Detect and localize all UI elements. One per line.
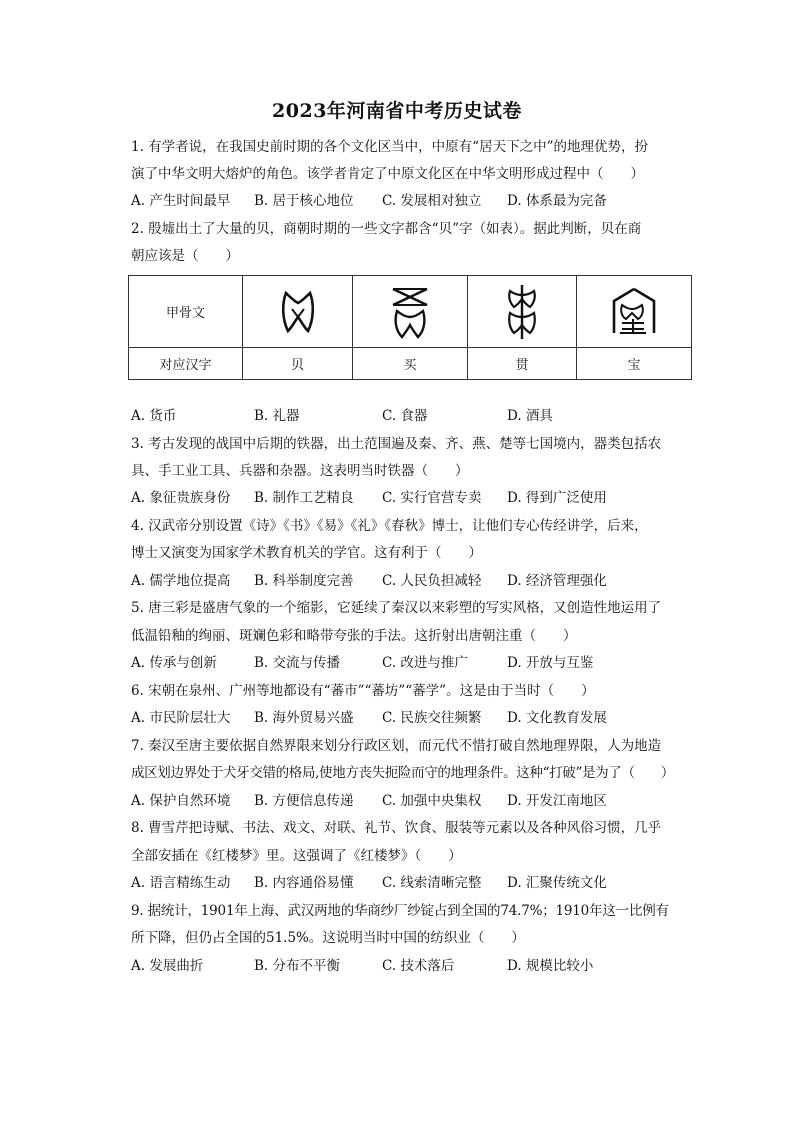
question-7-options [131, 792, 696, 810]
question-8-line-2: 全部安插在《红楼梦》里。这强调了《红楼梦》（ ） [131, 848, 462, 864]
option-d[interactable]: D. 酒具 [507, 408, 553, 424]
option-b[interactable]: B. 科举制度完善 [254, 573, 354, 589]
question-6-options [131, 709, 696, 727]
question-3-line-2: 具、手工业工具、兵器和杂器。这表明当时铁器（ ） [131, 463, 469, 479]
option-c[interactable]: C. 加强中央集权 [382, 793, 482, 809]
option-c[interactable]: C. 民族交往频繁 [382, 710, 482, 726]
question-5-line-1: 5. 唐三彩是盛唐气象的一个缩影，它延续了秦汉以来彩塑的写实风格，又创造性地运用了 [131, 600, 662, 616]
modern-char-row [129, 348, 692, 380]
question-7-line-2: 成区划边界处于犬牙交错的格局,使地方丧失扼险而守的地理条件。这种“打破”是为了（ ） [131, 765, 675, 781]
question-3-line-1: 3. 考古发现的战国中后期的铁器，出土范围遍及秦、齐、燕、楚等七国境内，器类包括农 [131, 436, 662, 452]
option-a[interactable]: A. 货币 [131, 408, 177, 424]
oracle-bei-glyph-icon [278, 287, 318, 337]
question-2-options [131, 407, 696, 425]
option-a[interactable]: A. 象征贵族身份 [131, 490, 231, 506]
oracle-glyph-mai-cell [353, 276, 468, 348]
oracle-row-header: 甲骨文 [129, 276, 243, 348]
oracle-glyph-bei-cell [243, 276, 353, 348]
option-c[interactable]: C. 发展相对独立 [382, 193, 482, 209]
question-1-line-1: 1. 有学者说，在我国史前时期的各个文化区当中，中原有“居天下之中”的地理优势，扮 [131, 139, 648, 155]
oracle-guan-glyph-icon [502, 283, 542, 341]
option-b[interactable]: B. 礼器 [254, 408, 300, 424]
option-d[interactable]: D. 开发江南地区 [507, 793, 607, 809]
question-2-line-1: 2. 殷墟出土了大量的贝，商朝时期的一些文字都含“贝”字（如表）。据此判断，贝在商 [131, 221, 642, 237]
char-guan: 贯 [468, 348, 577, 380]
option-d[interactable]: D. 开放与互鉴 [507, 655, 594, 671]
option-b[interactable]: B. 方便信息传递 [254, 793, 354, 809]
question-9-options [131, 957, 696, 975]
option-a[interactable]: A. 保护自然环境 [131, 793, 231, 809]
question-5-options [131, 654, 696, 672]
option-d[interactable]: D. 得到广泛使用 [507, 490, 607, 506]
option-c[interactable]: C. 线索清晰完整 [382, 875, 482, 891]
char-bao: 宝 [577, 348, 692, 380]
oracle-mai-glyph-icon [387, 283, 433, 341]
question-4-line-2: 博士又演变为国家学术教育机关的学官。这有利于（ ） [131, 545, 482, 561]
oracle-bone-table [128, 275, 692, 380]
question-4-options [131, 572, 696, 590]
question-3-options [131, 489, 696, 507]
option-c[interactable]: C. 人民负担减轻 [382, 573, 482, 589]
question-6-line-1: 6. 宋朝在泉州、广州等地都设有“蕃市”“蕃坊”“蕃学”。这是由于当时（ ） [131, 683, 595, 699]
question-7-line-1: 7. 秦汉至唐主要依据自然界限来划分行政区划，而元代不惜打破自然地理界限，人为地造 [131, 738, 662, 754]
modern-row-header: 对应汉字 [129, 348, 243, 380]
option-a[interactable]: A. 传承与创新 [131, 655, 217, 671]
option-b[interactable]: B. 内容通俗易懂 [254, 875, 354, 891]
question-4-line-1: 4. 汉武帝分别设置《诗》《书》《易》《礼》《春秋》博士，让他们专心传经讲学，后来， [131, 518, 648, 534]
option-a[interactable]: A. 发展曲折 [131, 958, 204, 974]
oracle-bao-glyph-icon [608, 285, 660, 339]
oracle-glyph-row [129, 276, 692, 348]
question-9-line-1: 9. 据统计，1901年上海、武汉两地的华商纱厂纱锭占到全国的74.7%；1910年这一比例有 [131, 903, 669, 919]
option-b[interactable]: B. 交流与传播 [254, 655, 341, 671]
question-1-options [131, 192, 696, 210]
option-b[interactable]: B. 分布不平衡 [254, 958, 341, 974]
option-c[interactable]: C. 实行官营专卖 [382, 490, 482, 506]
page-title: 2023年河南省中考历史试卷 [272, 100, 522, 122]
option-d[interactable]: D. 汇聚传统文化 [507, 875, 607, 891]
question-9-line-2: 所下降，但仍占全国的51.5%。这说明当时中国的纺织业（ ） [131, 930, 525, 946]
question-2-line-2: 朝应该是（ ） [131, 248, 239, 264]
option-a[interactable]: A. 产生时间最早 [131, 193, 231, 209]
option-d[interactable]: D. 体系最为完备 [507, 193, 607, 209]
option-a[interactable]: A. 语言精练生动 [131, 875, 231, 891]
char-mai: 买 [353, 348, 468, 380]
option-b[interactable]: B. 制作工艺精良 [254, 490, 354, 506]
option-b[interactable]: B. 海外贸易兴盛 [254, 710, 354, 726]
option-d[interactable]: D. 经济管理强化 [507, 573, 607, 589]
option-a[interactable]: A. 市民阶层壮大 [131, 710, 231, 726]
option-d[interactable]: D. 文化教育发展 [507, 710, 607, 726]
question-8-line-1: 8. 曹雪芹把诗赋、书法、戏文、对联、礼节、饮食、服装等元素以及各种风俗习惯，几乎 [131, 820, 662, 836]
question-5-line-2: 低温铅釉的绚丽、斑斓色彩和略带夸张的手法。这折射出唐朝注重（ ） [131, 628, 577, 644]
oracle-glyph-bao-cell [577, 276, 692, 348]
option-c[interactable]: C. 技术落后 [382, 958, 455, 974]
question-1-line-2: 演了中华文明大熔炉的角色。该学者肯定了中原文化区在中华文明形成过程中（ ） [131, 166, 644, 182]
oracle-glyph-guan-cell [468, 276, 577, 348]
option-d[interactable]: D. 规模比较小 [507, 958, 594, 974]
option-a[interactable]: A. 儒学地位提高 [131, 573, 231, 589]
option-b[interactable]: B. 居于核心地位 [254, 193, 354, 209]
question-8-options [131, 874, 696, 892]
option-c[interactable]: C. 改进与推广 [382, 655, 468, 671]
char-bei: 贝 [243, 348, 353, 380]
option-c[interactable]: C. 食器 [382, 408, 428, 424]
